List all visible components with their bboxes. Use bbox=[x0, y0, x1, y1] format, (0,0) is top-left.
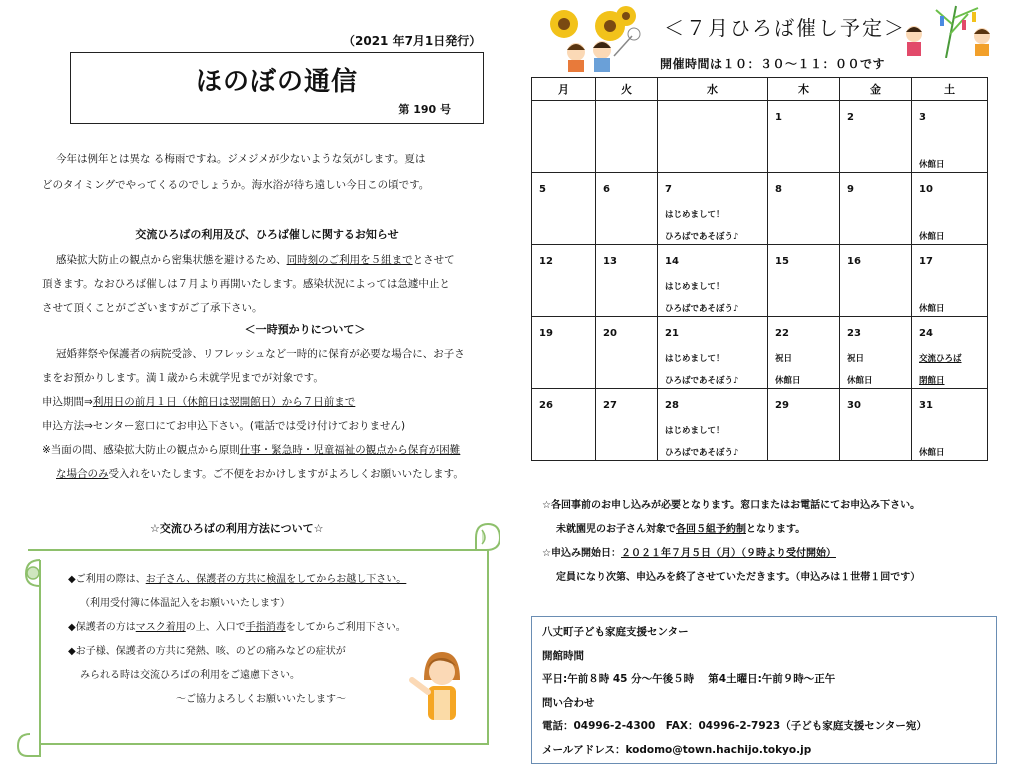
day-event-label: 休館日 bbox=[919, 232, 945, 242]
day-number: 7 bbox=[665, 184, 672, 195]
day-number: 14 bbox=[665, 256, 679, 267]
day-number: 27 bbox=[603, 400, 617, 411]
calendar-body bbox=[532, 101, 988, 461]
usage-closing: ～ご協力よろしくお願いいたします～ bbox=[176, 694, 346, 705]
day-number: 3 bbox=[919, 112, 926, 123]
contact-email: メールアドレス：kodomo@town.hachijo.tokyo.jp bbox=[542, 743, 812, 756]
day-number: 13 bbox=[603, 256, 617, 267]
weekday-header-row bbox=[532, 78, 988, 101]
day-event-label: 休館日 bbox=[775, 376, 801, 386]
day-number: 6 bbox=[603, 184, 610, 195]
childcare-text: 申込期間⇒ bbox=[42, 396, 93, 408]
calendar-day-cell bbox=[532, 245, 596, 317]
day-number: 2 bbox=[847, 112, 854, 123]
intro-line: 今年は例年とは異な る梅雨ですね。ジメジメが少ないような気がします。夏は bbox=[56, 153, 426, 165]
calendar-day-cell bbox=[532, 173, 596, 245]
weekday-header: 火 bbox=[596, 78, 658, 101]
calendar-day-cell bbox=[840, 317, 912, 389]
contact-box bbox=[531, 616, 997, 764]
calendar-week-row bbox=[532, 101, 988, 173]
day-event-label: 閉館日 bbox=[919, 376, 945, 386]
day-event-label: はじめまして！ bbox=[665, 354, 725, 364]
day-event-label: 休館日 bbox=[919, 448, 945, 458]
intro-section bbox=[42, 146, 496, 198]
day-event-label: 交流ひろば bbox=[919, 354, 962, 364]
calendar-day-cell bbox=[532, 317, 596, 389]
day-number: 9 bbox=[847, 184, 854, 195]
calendar-day-cell bbox=[658, 101, 768, 173]
day-event-label: はじめまして！ bbox=[665, 426, 725, 436]
tanabata-kids-illustration bbox=[896, 4, 1000, 58]
day-event-label: 休館日 bbox=[919, 160, 945, 170]
usage-text: （利用受付簿に体温記入をお願いいたします） bbox=[80, 598, 290, 609]
childcare-heading: ＜一時預かりについて＞ bbox=[244, 323, 366, 336]
day-number: 19 bbox=[539, 328, 553, 339]
usage-text: ◆お子様、保護者の方共に発熱、咳、のどの痛みなどの症状が bbox=[68, 646, 346, 657]
notice-text: とさせて bbox=[412, 254, 455, 266]
calendar-day-cell bbox=[912, 389, 988, 461]
childcare-text: 申込方法⇒センター窓口にてお申込下さい。(電話では受け付けておりません) bbox=[42, 420, 406, 432]
childcare-emphasis: な場合のみ bbox=[56, 468, 109, 480]
day-number: 1 bbox=[775, 112, 782, 123]
calendar-day-cell bbox=[596, 245, 658, 317]
day-number: 8 bbox=[775, 184, 782, 195]
weekday-header: 木 bbox=[768, 78, 840, 101]
usage-text: ◆ご利用の際は、 bbox=[68, 574, 146, 585]
calendar-week-row bbox=[532, 317, 988, 389]
calendar-day-cell bbox=[658, 317, 768, 389]
day-number: 30 bbox=[847, 400, 861, 411]
calendar-day-cell bbox=[768, 245, 840, 317]
note-text: ☆申込み開始日： bbox=[542, 548, 621, 559]
childcare-section bbox=[42, 318, 508, 486]
note-emphasis: ２０２１年７月５日（月）（９時より受付開始） bbox=[620, 548, 836, 559]
notice-text: 頂きます。なおひろば催しは７月より再開いたします。感染状況によっては急遽中止と bbox=[42, 278, 450, 290]
calendar-day-cell bbox=[768, 317, 840, 389]
day-number: 17 bbox=[919, 256, 933, 267]
intro-line: どのタイミングでやってくるのでしょうか。海水浴が待ち遠しい今日この頃です。 bbox=[42, 179, 430, 191]
calendar-day-cell bbox=[912, 101, 988, 173]
calendar-day-cell bbox=[596, 389, 658, 461]
weekday-header: 水 bbox=[658, 78, 768, 101]
childcare-text: 冠婚葬祭や保護者の病院受診、リフレッシュなど一時的に保育が必要な場合に、お子さ bbox=[56, 348, 465, 360]
childcare-emphasis: 仕事・緊急時・児童福祉の観点から保育が困難 bbox=[239, 444, 461, 456]
sunflower-kids-illustration bbox=[544, 6, 644, 72]
usage-emphasis: 手指消毒 bbox=[245, 622, 286, 633]
usage-list bbox=[68, 568, 406, 712]
day-event-label: ひろばであそぼう♪ bbox=[665, 376, 739, 386]
contact-inquiry-label: 問い合わせ bbox=[542, 696, 595, 709]
day-number: 24 bbox=[919, 328, 933, 339]
calendar-day-cell bbox=[596, 317, 658, 389]
notice-text: 感染拡大防止の観点から密集状態を避けるため、 bbox=[56, 254, 287, 266]
staff-woman-illustration bbox=[406, 640, 476, 720]
usage-heading: ☆交流ひろばの利用方法について☆ bbox=[150, 522, 324, 535]
calendar-day-cell bbox=[768, 389, 840, 461]
title-box bbox=[70, 52, 484, 124]
day-number: 20 bbox=[603, 328, 617, 339]
calendar-title: ＜７月ひろば催し予定＞ bbox=[664, 16, 906, 40]
newsletter-title: ほのぼの通信 bbox=[195, 67, 358, 97]
calendar-day-cell bbox=[912, 317, 988, 389]
day-number: 21 bbox=[665, 328, 679, 339]
calendar-week-row bbox=[532, 173, 988, 245]
day-number: 29 bbox=[775, 400, 789, 411]
calendar-day-cell bbox=[596, 101, 658, 173]
weekday-header: 土 bbox=[912, 78, 988, 101]
contact-org: 八丈町子ども家庭支援センター bbox=[542, 626, 689, 638]
day-event-label: はじめまして！ bbox=[665, 210, 725, 220]
calendar-day-cell bbox=[658, 389, 768, 461]
day-number: 23 bbox=[847, 328, 861, 339]
day-event-label: 祝日 bbox=[847, 354, 865, 364]
calendar-day-cell bbox=[658, 245, 768, 317]
event-calendar bbox=[531, 77, 988, 461]
usage-text: の上、入口で bbox=[185, 622, 246, 633]
day-event-label: ひろばであそぼう♪ bbox=[665, 232, 739, 242]
note-text: 定員になり次第、申込みを終了させていただきます。（申込みは１世帯１回です） bbox=[556, 572, 921, 583]
calendar-day-cell bbox=[532, 389, 596, 461]
issue-date: （2021 年7月1日発行） bbox=[343, 34, 482, 48]
calendar-day-cell bbox=[768, 173, 840, 245]
calendar-day-cell bbox=[658, 173, 768, 245]
usage-text: をしてからご利用下さい。 bbox=[285, 622, 406, 633]
contact-hours-label: 開館時間 bbox=[542, 649, 584, 662]
day-number: 15 bbox=[775, 256, 789, 267]
weekday-header: 金 bbox=[840, 78, 912, 101]
day-number: 31 bbox=[919, 400, 933, 411]
calendar-day-cell bbox=[840, 101, 912, 173]
day-number: 22 bbox=[775, 328, 789, 339]
notice-text: させて頂くことがございますがご了承下さい。 bbox=[42, 302, 263, 314]
usage-emphasis: マスク着用 bbox=[135, 622, 186, 633]
day-number: 28 bbox=[665, 400, 679, 411]
childcare-text: まをお預かりします。満１歳から未就学児までが対象です。 bbox=[42, 372, 324, 384]
day-event-label: ひろばであそぼう♪ bbox=[665, 448, 739, 458]
issue-number: 第 190 号 bbox=[398, 103, 451, 116]
calendar-day-cell bbox=[768, 101, 840, 173]
calendar-day-cell bbox=[840, 173, 912, 245]
day-number: 10 bbox=[919, 184, 933, 195]
day-event-label: 休館日 bbox=[847, 376, 873, 386]
note-emphasis: 各回５組予約制 bbox=[676, 524, 746, 535]
usage-scroll bbox=[16, 520, 500, 758]
note-text: ☆各回事前のお申し込みが必要となります。窓口またはお電話にてお申込み下さい。 bbox=[542, 500, 921, 511]
notice-section bbox=[42, 222, 502, 320]
calendar-week-row bbox=[532, 245, 988, 317]
day-number: 5 bbox=[539, 184, 546, 195]
weekday-header: 月 bbox=[532, 78, 596, 101]
childcare-text: 受入れをいたします。ご不便をおかけしますがよろしくお願いいたします。 bbox=[108, 468, 464, 480]
childcare-period: 利用日の前月１日（休館日は翌開館日）から７日前まで bbox=[92, 396, 356, 408]
day-event-label: 休館日 bbox=[919, 304, 945, 314]
day-event-label: はじめまして！ bbox=[665, 282, 725, 292]
calendar-day-cell bbox=[840, 245, 912, 317]
usage-emphasis: お子さん、保護者の方共に検温をしてからお越し下さい。 bbox=[145, 574, 407, 585]
notice-emphasis: 同時刻のご利用を５組まで bbox=[286, 254, 413, 266]
contact-hours: 平日:午前８時 45 分～午後５時 第4土曜日:午前９時～正午 bbox=[542, 673, 836, 685]
event-hours: 開催時間は１０：３０～１１：００です bbox=[660, 57, 886, 71]
day-number: 16 bbox=[847, 256, 861, 267]
notes-section bbox=[542, 494, 1012, 590]
calendar-day-cell bbox=[532, 101, 596, 173]
contact-phone: 電話：04996-2-4300 FAX：04996-2-7923（子ども家庭支援センター宛） bbox=[542, 720, 927, 732]
calendar-day-cell bbox=[840, 389, 912, 461]
day-event-label: 祝日 bbox=[775, 354, 793, 364]
calendar-day-cell bbox=[596, 173, 658, 245]
day-number: 12 bbox=[539, 256, 553, 267]
childcare-text: ※当面の間、感染拡大防止の観点から原則 bbox=[42, 444, 240, 456]
usage-text: みられる時は交流ひろばの利用をご遠慮下さい。 bbox=[80, 670, 300, 681]
usage-text: ◆保護者の方は bbox=[68, 622, 136, 633]
calendar-day-cell bbox=[912, 245, 988, 317]
day-number: 26 bbox=[539, 400, 553, 411]
notice-heading: 交流ひろばの利用及び、ひろば催しに関するお知らせ bbox=[135, 228, 399, 241]
calendar-week-row bbox=[532, 389, 988, 461]
calendar-day-cell bbox=[912, 173, 988, 245]
note-text: 未就園児のお子さん対象で bbox=[556, 524, 676, 535]
day-event-label: ひろばであそぼう♪ bbox=[665, 304, 739, 314]
note-text: となります。 bbox=[746, 524, 806, 535]
